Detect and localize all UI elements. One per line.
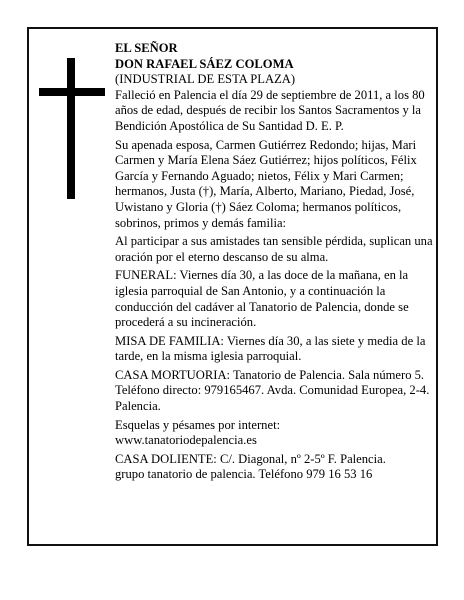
request-paragraph: Al participar a sus amistades tan sensible pérdida, suplican una oración por el eterno descanso de su alma. (115, 234, 433, 264)
internet-label: Esquelas y pésames por internet: (115, 417, 281, 432)
obituary-notice (27, 27, 438, 546)
mortuary-paragraph: CASA MORTUORIA: Tanatorio de Palencia. Sala número 5. Teléfono directo: 979165467. Avda. Comunidad Europea, 2-4. Palencia. (115, 367, 430, 414)
death-paragraph: Falleció en Palencia el día 29 de septiembre de 2011, a los 80 años de edad, después de recibir los Santos Sacramentos y la Bendición Apostólica de Su Santidad D. E. P. (115, 87, 425, 133)
deceased-occupation: (INDUSTRIAL DE ESTA PLAZA) (115, 72, 296, 87)
cross-icon (39, 58, 105, 199)
mass-paragraph: MISA DE FAMILIA: Viernes día 30, a las siete y media de la tarde, en la misma iglesia parroquial. (115, 333, 426, 364)
obituary-text (115, 41, 433, 483)
title: EL SEÑOR (115, 41, 178, 55)
deceased-name: DON RAFAEL SÁEZ COLOMA (115, 56, 294, 71)
website-link: www.tanatoriodepalencia.es (115, 433, 257, 448)
family-paragraph: Su apenada esposa, Carmen Gutiérrez Redondo; hijas, Mari Carmen y María Elena Sáez Gutiérrez; hijos políticos, Félix García y Fernando Aguado; nietos, Félix y Mari Carmen; hermanos, Justa (†), María, Alberto, Mariano, Piedad, José, Uwistano y Gloria (†) Sáez Coloma; hermanos políticos, sobrinos, primos y demás familia: (115, 137, 417, 230)
funeral-paragraph: FUNERAL: Viernes día 30, a las doce de la mañana, en la iglesia parroquial de San Antonio, y a continuación la conducción del cadáver al Tanatorio de Palencia, donde se procederá a su incineración. (115, 268, 409, 330)
footer-line: grupo tanatorio de palencia. Teléfono 979 16 53 16 (115, 467, 373, 482)
mourning-house: CASA DOLIENTE: C/. Diagonal, nº 2-5º F. Palencia. (115, 451, 386, 466)
